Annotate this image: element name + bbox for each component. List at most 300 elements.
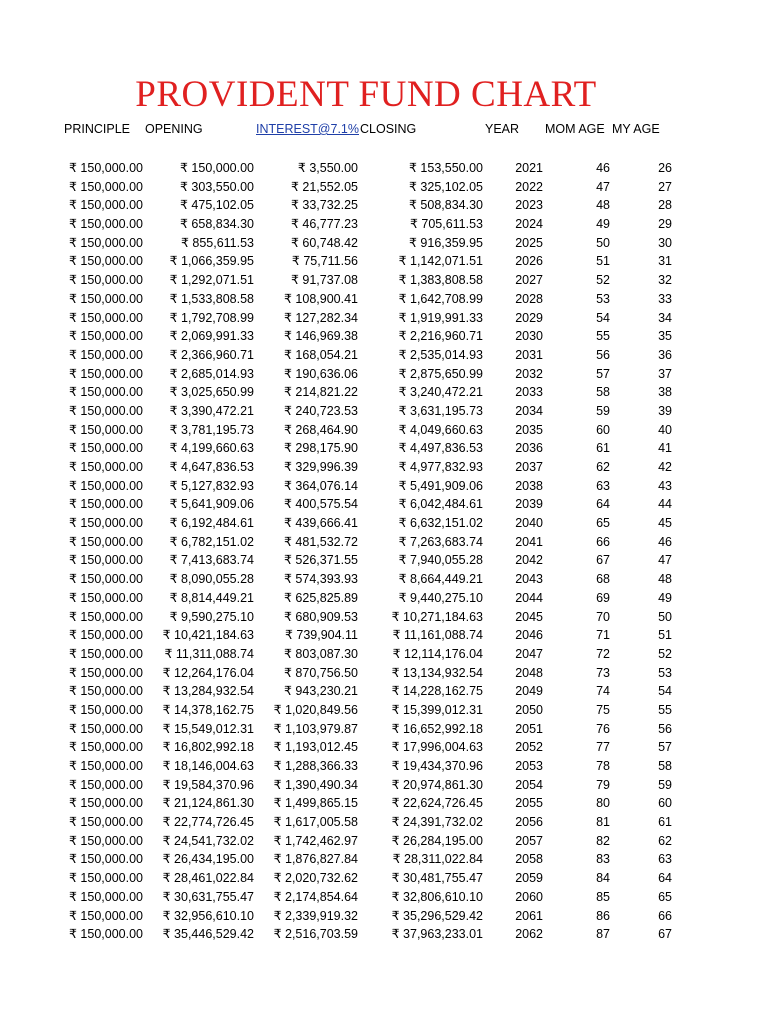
cell-closing: ₹ 32,806,610.10 <box>391 889 483 904</box>
table-row <box>0 421 768 440</box>
cell-opening: ₹ 22,774,726.45 <box>162 815 254 830</box>
cell-my-age: 61 <box>658 815 672 830</box>
cell-principle: ₹ 150,000.00 <box>69 740 143 755</box>
table-row <box>0 514 768 533</box>
cell-mom-age: 57 <box>596 366 610 381</box>
cell-closing: ₹ 8,664,449.21 <box>398 572 483 587</box>
cell-principle: ₹ 150,000.00 <box>69 347 143 362</box>
cell-my-age: 62 <box>658 833 672 848</box>
header-opening: OPENING <box>145 122 203 136</box>
cell-principle: ₹ 150,000.00 <box>69 366 143 381</box>
cell-principle: ₹ 150,000.00 <box>69 217 143 232</box>
cell-year: 2053 <box>515 759 543 773</box>
cell-my-age: 38 <box>658 385 672 400</box>
cell-my-age: 57 <box>658 740 672 755</box>
cell-opening: ₹ 855,611.53 <box>180 235 254 250</box>
cell-year: 2038 <box>515 478 543 493</box>
cell-mom-age: 54 <box>596 310 610 325</box>
cell-mom-age: 66 <box>596 534 610 549</box>
cell-closing: ₹ 2,875,650.99 <box>398 366 483 381</box>
cell-interest: ₹ 1,742,462.97 <box>273 833 358 848</box>
cell-mom-age: 55 <box>596 329 610 344</box>
table-row <box>0 365 768 384</box>
cell-mom-age: 76 <box>596 721 610 736</box>
cell-year: 2046 <box>515 628 543 643</box>
table-row <box>0 589 768 608</box>
cell-principle: ₹ 150,000.00 <box>69 460 143 474</box>
cell-principle: ₹ 150,000.00 <box>69 235 143 250</box>
cell-interest: ₹ 2,516,703.59 <box>273 927 358 942</box>
cell-my-age: 43 <box>658 478 672 493</box>
cell-closing: ₹ 3,631,195.73 <box>398 403 483 418</box>
cell-closing: ₹ 30,481,755.47 <box>391 871 483 886</box>
cell-mom-age: 68 <box>596 572 610 587</box>
cell-interest: ₹ 268,464.90 <box>284 422 358 437</box>
cell-interest: ₹ 2,020,732.62 <box>273 871 358 886</box>
cell-opening: ₹ 3,781,195.73 <box>169 422 254 437</box>
table-row <box>0 925 768 944</box>
cell-my-age: 29 <box>658 217 672 232</box>
cell-principle: ₹ 150,000.00 <box>69 198 143 213</box>
cell-mom-age: 70 <box>596 609 610 624</box>
cell-principle: ₹ 150,000.00 <box>69 852 143 867</box>
cell-interest: ₹ 400,575.54 <box>284 497 358 512</box>
cell-closing: ₹ 20,974,861.30 <box>391 777 483 792</box>
cell-mom-age: 59 <box>596 403 610 418</box>
cell-principle: ₹ 150,000.00 <box>69 497 143 512</box>
cell-principle: ₹ 150,000.00 <box>69 759 143 773</box>
header-interest-link[interactable]: INTEREST@7.1% <box>256 122 359 136</box>
table-row <box>0 252 768 271</box>
cell-mom-age: 58 <box>596 385 610 400</box>
cell-opening: ₹ 9,590,275.10 <box>169 609 254 624</box>
cell-opening: ₹ 28,461,022.84 <box>162 871 254 886</box>
cell-closing: ₹ 5,491,909.06 <box>398 478 483 493</box>
cell-year: 2034 <box>515 403 543 418</box>
cell-opening: ₹ 303,550.00 <box>180 179 254 194</box>
cell-year: 2030 <box>515 329 543 344</box>
cell-opening: ₹ 150,000.00 <box>180 161 254 175</box>
cell-opening: ₹ 6,192,484.61 <box>169 516 254 531</box>
table-row <box>0 682 768 701</box>
cell-year: 2032 <box>515 366 543 381</box>
cell-interest: ₹ 46,777.23 <box>290 217 358 232</box>
cell-interest: ₹ 33,732.25 <box>290 198 358 213</box>
cell-year: 2024 <box>515 217 543 232</box>
cell-principle: ₹ 150,000.00 <box>69 665 143 680</box>
cell-year: 2059 <box>515 871 543 886</box>
cell-year: 2056 <box>515 815 543 830</box>
cell-opening: ₹ 11,311,088.74 <box>164 646 254 661</box>
cell-year: 2045 <box>515 609 543 624</box>
cell-opening: ₹ 26,434,195.00 <box>162 852 254 867</box>
cell-closing: ₹ 1,919,991.33 <box>398 310 483 325</box>
cell-my-age: 26 <box>658 161 672 175</box>
cell-my-age: 63 <box>658 852 672 867</box>
table-row <box>0 645 768 664</box>
cell-mom-age: 53 <box>596 291 610 306</box>
cell-closing: ₹ 26,284,195.00 <box>391 833 483 848</box>
cell-mom-age: 61 <box>596 441 610 456</box>
table-row <box>0 551 768 570</box>
cell-principle: ₹ 150,000.00 <box>69 777 143 792</box>
cell-principle: ₹ 150,000.00 <box>69 329 143 344</box>
cell-mom-age: 82 <box>596 833 610 848</box>
cell-mom-age: 51 <box>596 254 610 269</box>
cell-interest: ₹ 439,666.41 <box>284 516 358 531</box>
cell-my-age: 46 <box>658 534 672 549</box>
table-row <box>0 701 768 720</box>
cell-year: 2031 <box>515 347 543 362</box>
cell-my-age: 27 <box>658 179 672 194</box>
table-row <box>0 477 768 496</box>
cell-my-age: 40 <box>658 422 672 437</box>
cell-principle: ₹ 150,000.00 <box>69 702 143 717</box>
cell-closing: ₹ 37,963,233.01 <box>391 927 483 942</box>
cell-mom-age: 64 <box>596 497 610 512</box>
cell-principle: ₹ 150,000.00 <box>69 889 143 904</box>
cell-mom-age: 80 <box>596 796 610 811</box>
cell-mom-age: 50 <box>596 235 610 250</box>
table-row <box>0 794 768 813</box>
cell-interest: ₹ 1,390,490.34 <box>273 777 358 792</box>
cell-year: 2023 <box>515 198 543 213</box>
table-row <box>0 813 768 832</box>
fund-table-body <box>0 159 768 944</box>
cell-opening: ₹ 1,792,708.99 <box>169 310 254 325</box>
cell-year: 2061 <box>515 908 543 923</box>
table-row <box>0 458 768 477</box>
cell-interest: ₹ 1,499,865.15 <box>273 796 358 811</box>
cell-year: 2027 <box>515 273 543 288</box>
cell-my-age: 53 <box>658 665 672 680</box>
cell-my-age: 47 <box>658 553 672 568</box>
cell-my-age: 42 <box>658 460 672 474</box>
cell-my-age: 50 <box>658 609 672 624</box>
cell-opening: ₹ 2,685,014.93 <box>169 366 254 381</box>
cell-year: 2062 <box>515 927 543 942</box>
cell-closing: ₹ 325,102.05 <box>409 179 483 194</box>
cell-closing: ₹ 10,271,184.63 <box>391 609 483 624</box>
cell-year: 2054 <box>515 777 543 792</box>
cell-interest: ₹ 1,876,827.84 <box>273 852 358 867</box>
cell-year: 2039 <box>515 497 543 512</box>
cell-my-age: 67 <box>658 927 672 942</box>
cell-opening: ₹ 3,025,650.99 <box>169 385 254 400</box>
cell-opening: ₹ 4,199,660.63 <box>169 441 254 456</box>
cell-opening: ₹ 4,647,836.53 <box>169 460 254 474</box>
table-row <box>0 309 768 328</box>
table-row <box>0 327 768 346</box>
cell-closing: ₹ 4,977,832.93 <box>398 460 483 474</box>
cell-my-age: 31 <box>658 254 672 269</box>
cell-opening: ₹ 2,069,991.33 <box>169 329 254 344</box>
cell-principle: ₹ 150,000.00 <box>69 628 143 643</box>
table-row <box>0 626 768 645</box>
cell-interest: ₹ 214,821.22 <box>284 385 358 400</box>
cell-my-age: 32 <box>658 273 672 288</box>
cell-year: 2029 <box>515 310 543 325</box>
cell-my-age: 33 <box>658 291 672 306</box>
cell-closing: ₹ 13,134,932.54 <box>391 665 483 680</box>
cell-principle: ₹ 150,000.00 <box>69 796 143 811</box>
cell-year: 2036 <box>515 441 543 456</box>
cell-mom-age: 77 <box>596 740 610 755</box>
cell-my-age: 51 <box>658 628 672 643</box>
cell-closing: ₹ 15,399,012.31 <box>391 702 483 717</box>
cell-year: 2021 <box>515 161 543 175</box>
header-year: YEAR <box>485 122 520 136</box>
table-row <box>0 383 768 402</box>
table-row <box>0 738 768 757</box>
cell-interest: ₹ 803,087.30 <box>284 646 358 661</box>
cell-closing: ₹ 9,440,275.10 <box>398 590 483 605</box>
cell-mom-age: 49 <box>596 217 610 232</box>
cell-principle: ₹ 150,000.00 <box>69 291 143 306</box>
table-row <box>0 664 768 683</box>
cell-opening: ₹ 8,814,449.21 <box>169 590 254 605</box>
cell-principle: ₹ 150,000.00 <box>69 441 143 456</box>
cell-principle: ₹ 150,000.00 <box>69 385 143 400</box>
cell-my-age: 35 <box>658 329 672 344</box>
cell-my-age: 34 <box>658 310 672 325</box>
table-row <box>0 159 768 178</box>
cell-interest: ₹ 108,900.41 <box>284 291 358 306</box>
cell-opening: ₹ 18,146,004.63 <box>162 759 254 773</box>
cell-my-age: 45 <box>658 516 672 531</box>
table-row <box>0 271 768 290</box>
cell-opening: ₹ 1,533,808.58 <box>169 291 254 306</box>
cell-interest: ₹ 1,288,366.33 <box>273 759 358 773</box>
table-row <box>0 832 768 851</box>
cell-principle: ₹ 150,000.00 <box>69 572 143 587</box>
cell-opening: ₹ 6,782,151.02 <box>169 534 254 549</box>
table-row <box>0 178 768 197</box>
cell-principle: ₹ 150,000.00 <box>69 646 143 661</box>
cell-interest: ₹ 298,175.90 <box>284 441 358 456</box>
cell-year: 2041 <box>515 534 543 549</box>
header-principle: PRINCIPLE <box>64 122 130 136</box>
cell-opening: ₹ 475,102.05 <box>180 198 254 213</box>
cell-year: 2052 <box>515 740 543 755</box>
cell-mom-age: 75 <box>596 702 610 717</box>
cell-my-age: 48 <box>658 572 672 587</box>
cell-interest: ₹ 680,909.53 <box>284 609 358 624</box>
cell-interest: ₹ 1,020,849.56 <box>273 702 358 717</box>
cell-mom-age: 87 <box>596 927 610 942</box>
table-row <box>0 608 768 627</box>
cell-mom-age: 56 <box>596 347 610 362</box>
cell-closing: ₹ 14,228,162.75 <box>391 684 483 699</box>
table-row <box>0 907 768 926</box>
table-row <box>0 402 768 421</box>
cell-mom-age: 67 <box>596 553 610 568</box>
cell-mom-age: 83 <box>596 852 610 867</box>
cell-my-age: 28 <box>658 198 672 213</box>
cell-mom-age: 63 <box>596 478 610 493</box>
cell-my-age: 44 <box>658 497 672 512</box>
cell-my-age: 52 <box>658 646 672 661</box>
cell-principle: ₹ 150,000.00 <box>69 516 143 531</box>
cell-mom-age: 48 <box>596 198 610 213</box>
cell-principle: ₹ 150,000.00 <box>69 310 143 325</box>
cell-interest: ₹ 1,617,005.58 <box>273 815 358 830</box>
cell-closing: ₹ 916,359.95 <box>409 235 483 250</box>
cell-mom-age: 62 <box>596 460 610 474</box>
cell-opening: ₹ 32,956,610.10 <box>162 908 254 923</box>
cell-interest: ₹ 329,996.39 <box>284 460 358 474</box>
cell-interest: ₹ 3,550.00 <box>297 161 358 175</box>
cell-mom-age: 84 <box>596 871 610 886</box>
cell-closing: ₹ 11,161,088.74 <box>392 628 483 643</box>
cell-mom-age: 81 <box>596 815 610 830</box>
cell-my-age: 41 <box>658 441 672 456</box>
cell-year: 2043 <box>515 572 543 587</box>
cell-year: 2028 <box>515 291 543 306</box>
header-closing: CLOSING <box>360 122 417 136</box>
cell-year: 2040 <box>515 516 543 531</box>
cell-principle: ₹ 150,000.00 <box>69 403 143 418</box>
cell-closing: ₹ 7,940,055.28 <box>398 553 483 568</box>
cell-closing: ₹ 12,114,176.04 <box>392 646 483 661</box>
cell-closing: ₹ 1,383,808.58 <box>398 273 483 288</box>
table-row <box>0 776 768 795</box>
cell-mom-age: 86 <box>596 908 610 923</box>
cell-opening: ₹ 21,124,861.30 <box>162 796 254 811</box>
cell-closing: ₹ 7,263,683.74 <box>398 534 483 549</box>
cell-interest: ₹ 60,748.42 <box>290 235 358 250</box>
cell-principle: ₹ 150,000.00 <box>69 422 143 437</box>
cell-opening: ₹ 14,378,162.75 <box>162 702 254 717</box>
cell-mom-age: 71 <box>596 628 610 643</box>
cell-my-age: 30 <box>658 235 672 250</box>
cell-my-age: 55 <box>658 702 672 717</box>
cell-year: 2047 <box>515 646 543 661</box>
cell-principle: ₹ 150,000.00 <box>69 908 143 923</box>
cell-year: 2035 <box>515 422 543 437</box>
cell-year: 2025 <box>515 235 543 250</box>
cell-opening: ₹ 15,549,012.31 <box>162 721 254 736</box>
cell-interest: ₹ 870,756.50 <box>284 665 358 680</box>
cell-closing: ₹ 6,632,151.02 <box>398 516 483 531</box>
cell-interest: ₹ 168,054.21 <box>284 347 358 362</box>
cell-my-age: 60 <box>658 796 672 811</box>
cell-opening: ₹ 30,631,755.47 <box>162 889 254 904</box>
cell-opening: ₹ 24,541,732.02 <box>162 833 254 848</box>
cell-interest: ₹ 574,393.93 <box>284 572 358 587</box>
cell-principle: ₹ 150,000.00 <box>69 684 143 699</box>
cell-closing: ₹ 4,497,836.53 <box>398 441 483 456</box>
cell-mom-age: 85 <box>596 889 610 904</box>
cell-mom-age: 69 <box>596 590 610 605</box>
cell-closing: ₹ 35,296,529.42 <box>391 908 483 923</box>
cell-interest: ₹ 240,723.53 <box>284 403 358 418</box>
cell-year: 2060 <box>515 889 543 904</box>
cell-principle: ₹ 150,000.00 <box>69 871 143 886</box>
cell-year: 2051 <box>515 721 543 736</box>
cell-opening: ₹ 13,284,932.54 <box>162 684 254 699</box>
cell-opening: ₹ 10,421,184.63 <box>162 628 254 643</box>
cell-interest: ₹ 91,737.08 <box>290 273 358 288</box>
table-row <box>0 215 768 234</box>
cell-closing: ₹ 22,624,726.45 <box>391 796 483 811</box>
cell-principle: ₹ 150,000.00 <box>69 833 143 848</box>
cell-mom-age: 46 <box>596 161 610 175</box>
cell-my-age: 66 <box>658 908 672 923</box>
cell-year: 2055 <box>515 796 543 811</box>
table-row <box>0 533 768 552</box>
header-my-age: MY AGE <box>612 122 660 136</box>
cell-opening: ₹ 8,090,055.28 <box>169 572 254 587</box>
cell-mom-age: 60 <box>596 422 610 437</box>
cell-year: 2037 <box>515 460 543 474</box>
cell-principle: ₹ 150,000.00 <box>69 553 143 568</box>
cell-closing: ₹ 16,652,992.18 <box>391 721 483 736</box>
table-row <box>0 346 768 365</box>
cell-closing: ₹ 508,834.30 <box>409 198 483 213</box>
cell-interest: ₹ 75,711.56 <box>291 254 358 269</box>
cell-opening: ₹ 35,446,529.42 <box>162 927 254 942</box>
cell-year: 2050 <box>515 702 543 717</box>
cell-interest: ₹ 739,904.11 <box>284 628 358 643</box>
cell-year: 2044 <box>515 590 543 605</box>
cell-principle: ₹ 150,000.00 <box>69 721 143 736</box>
cell-mom-age: 72 <box>596 646 610 661</box>
cell-year: 2058 <box>515 852 543 867</box>
cell-principle: ₹ 150,000.00 <box>69 927 143 942</box>
cell-mom-age: 65 <box>596 516 610 531</box>
cell-closing: ₹ 2,535,014.93 <box>398 347 483 362</box>
cell-closing: ₹ 1,142,071.51 <box>398 254 483 269</box>
table-row <box>0 495 768 514</box>
cell-opening: ₹ 658,834.30 <box>180 217 254 232</box>
cell-mom-age: 73 <box>596 665 610 680</box>
cell-interest: ₹ 190,636.06 <box>284 366 358 381</box>
table-row <box>0 757 768 776</box>
cell-closing: ₹ 17,996,004.63 <box>391 740 483 755</box>
cell-year: 2057 <box>515 833 543 848</box>
cell-my-age: 59 <box>658 777 672 792</box>
cell-my-age: 65 <box>658 889 672 904</box>
cell-principle: ₹ 150,000.00 <box>69 534 143 549</box>
cell-interest: ₹ 127,282.34 <box>284 310 358 325</box>
cell-my-age: 64 <box>658 871 672 886</box>
table-row <box>0 888 768 907</box>
cell-mom-age: 47 <box>596 179 610 194</box>
cell-my-age: 58 <box>658 759 672 773</box>
cell-closing: ₹ 3,240,472.21 <box>398 385 483 400</box>
cell-year: 2022 <box>515 179 543 194</box>
cell-closing: ₹ 6,042,484.61 <box>398 497 483 512</box>
cell-opening: ₹ 5,641,909.06 <box>169 497 254 512</box>
cell-opening: ₹ 2,366,960.71 <box>169 347 254 362</box>
cell-year: 2042 <box>515 553 543 568</box>
page-title: PROVIDENT FUND CHART <box>135 74 597 115</box>
cell-interest: ₹ 146,969.38 <box>284 329 358 344</box>
cell-opening: ₹ 3,390,472.21 <box>169 403 254 418</box>
cell-year: 2049 <box>515 684 543 699</box>
cell-opening: ₹ 12,264,176.04 <box>162 665 254 680</box>
cell-principle: ₹ 150,000.00 <box>69 161 143 175</box>
cell-closing: ₹ 705,611.53 <box>409 217 483 232</box>
cell-opening: ₹ 5,127,832.93 <box>169 478 254 493</box>
cell-opening: ₹ 1,066,359.95 <box>169 254 254 269</box>
cell-interest: ₹ 2,339,919.32 <box>273 908 358 923</box>
cell-mom-age: 78 <box>596 759 610 773</box>
cell-interest: ₹ 526,371.55 <box>284 553 358 568</box>
table-row <box>0 234 768 253</box>
cell-principle: ₹ 150,000.00 <box>69 815 143 830</box>
